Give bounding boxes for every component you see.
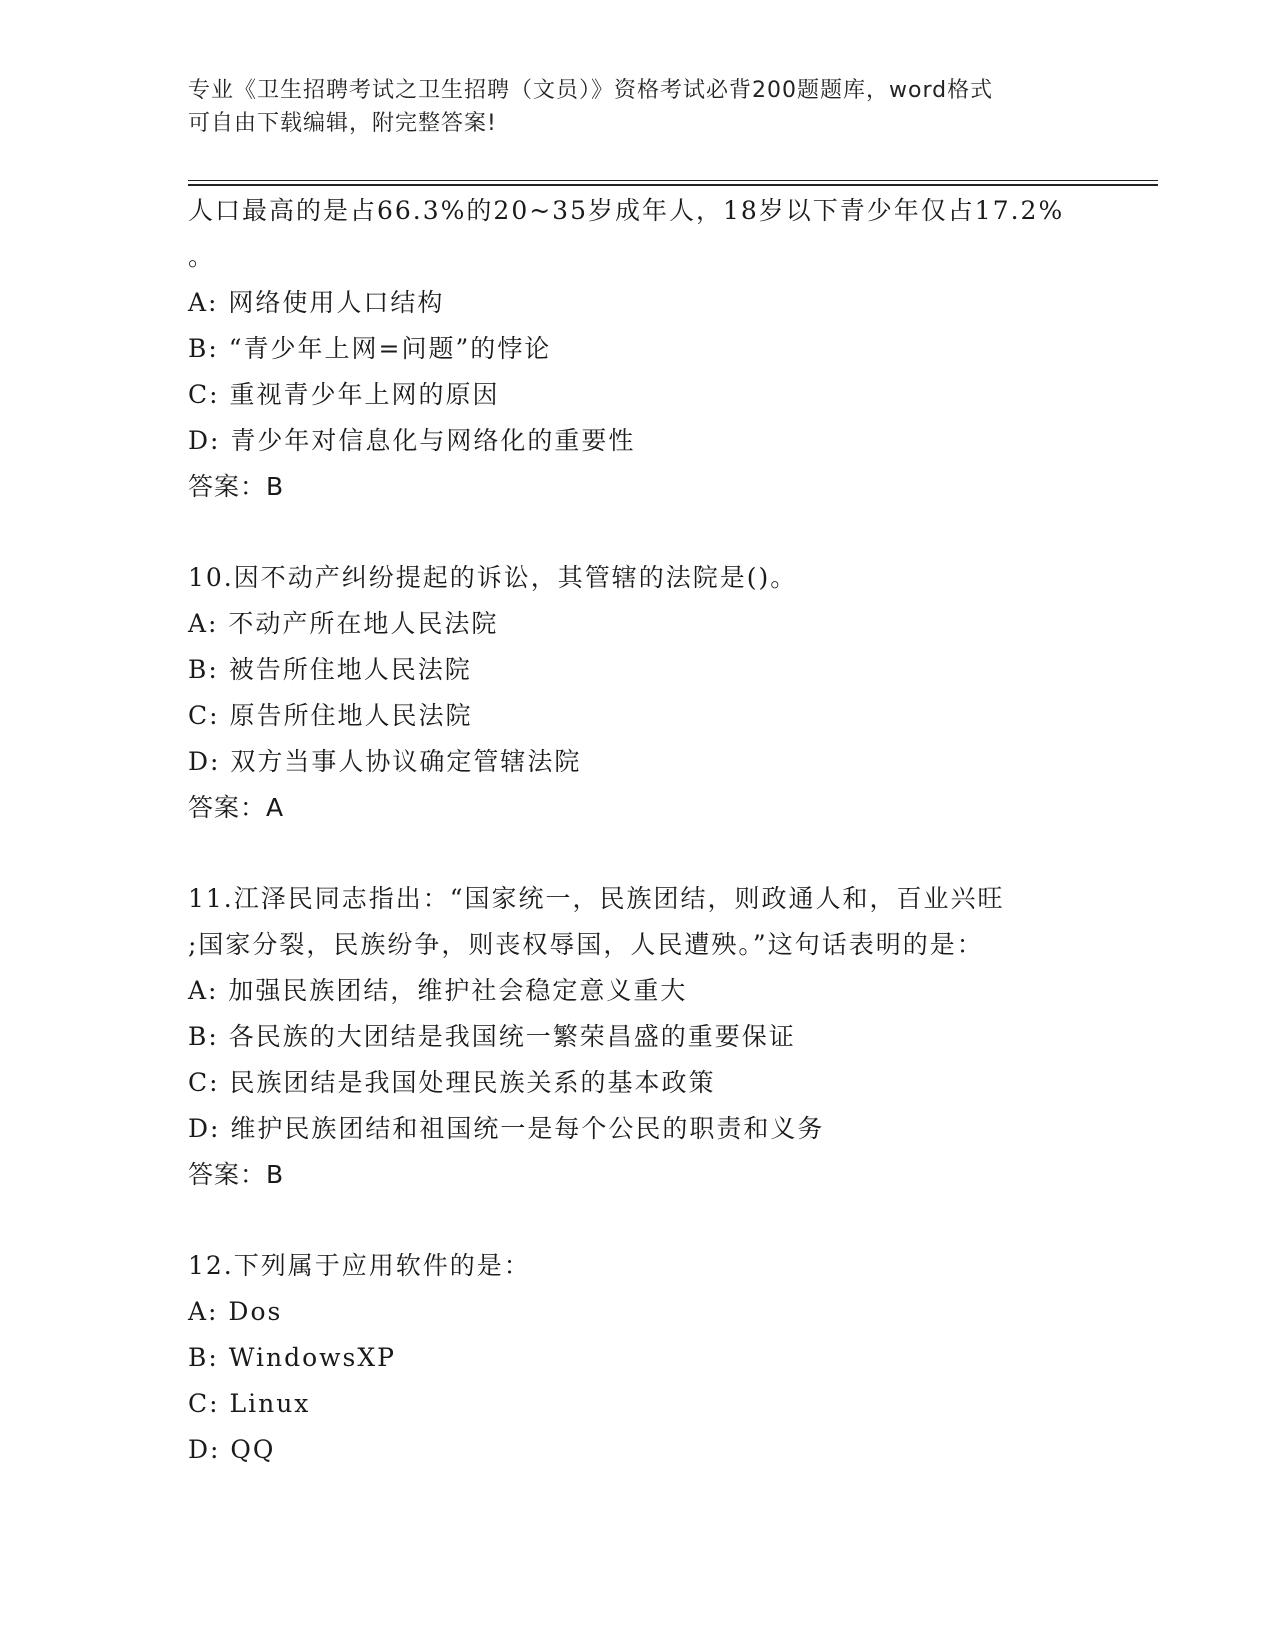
- option-c: C: 重视青少年上网的原因: [188, 380, 500, 409]
- question-12: [188, 1243, 1188, 1473]
- option-d: D: 青少年对信息化与网络化的重要性: [188, 426, 636, 455]
- option-a: A: 网络使用人口结构: [188, 288, 445, 317]
- option-a: A: 不动产所在地人民法院: [188, 609, 499, 638]
- spacer: [188, 510, 1188, 555]
- question-stem-line: 10.因不动产纠纷提起的诉讼，其管辖的法院是()。: [188, 563, 798, 592]
- question-10: [188, 555, 1188, 831]
- option-b: B: WindowsXP: [188, 1343, 396, 1372]
- question-9-continuation: [188, 188, 1188, 510]
- question-stem-line: 。: [188, 242, 216, 271]
- option-b: B: 各民族的大团结是我国统一繁荣昌盛的重要保证: [188, 1022, 796, 1051]
- header-line-2: 可自由下载编辑，附完整答案!: [188, 111, 497, 136]
- option-a: A: Dos: [188, 1297, 283, 1326]
- spacer: [188, 831, 1188, 876]
- question-stem-line: 人口最高的是占66.3%的20~35岁成年人，18岁以下青少年仅占17.2%: [188, 196, 1065, 225]
- option-b: B: 被告所住地人民法院: [188, 655, 472, 684]
- answer-line: 答案：B: [188, 1160, 285, 1189]
- document-body: [188, 188, 1188, 1473]
- question-11: [188, 876, 1188, 1198]
- option-b: B: “青少年上网=问题”的悖论: [188, 334, 552, 363]
- question-stem-line: ;国家分裂，民族纷争，则丧权辱国，人民遭殃。”这句话表明的是：: [188, 930, 984, 959]
- answer-line: 答案：B: [188, 472, 285, 501]
- header-line-1: 专业《卫生招聘考试之卫生招聘（文员）》资格考试必背200题题库，word格式: [188, 78, 994, 103]
- option-d: D: 维护民族团结和祖国统一是每个公民的职责和义务: [188, 1114, 825, 1143]
- option-c: C: 原告所住地人民法院: [188, 701, 473, 730]
- option-c: C: 民族团结是我国处理民族关系的基本政策: [188, 1068, 716, 1097]
- question-stem-line: 11.江泽民同志指出：“国家统一，民族团结，则政通人和，百业兴旺: [188, 884, 1005, 913]
- spacer: [188, 1198, 1188, 1243]
- option-d: D: 双方当事人协议确定管辖法院: [188, 747, 582, 776]
- option-c: C: Linux: [188, 1389, 311, 1418]
- answer-line: 答案：A: [188, 793, 285, 822]
- document-header: [188, 74, 1088, 140]
- header-divider-bottom: [188, 184, 1158, 186]
- option-d: D: QQ: [188, 1435, 276, 1464]
- question-stem-line: 12.下列属于应用软件的是：: [188, 1251, 531, 1280]
- option-a: A: 加强民族团结，维护社会稳定意义重大: [188, 976, 688, 1005]
- header-divider-top: [188, 180, 1158, 181]
